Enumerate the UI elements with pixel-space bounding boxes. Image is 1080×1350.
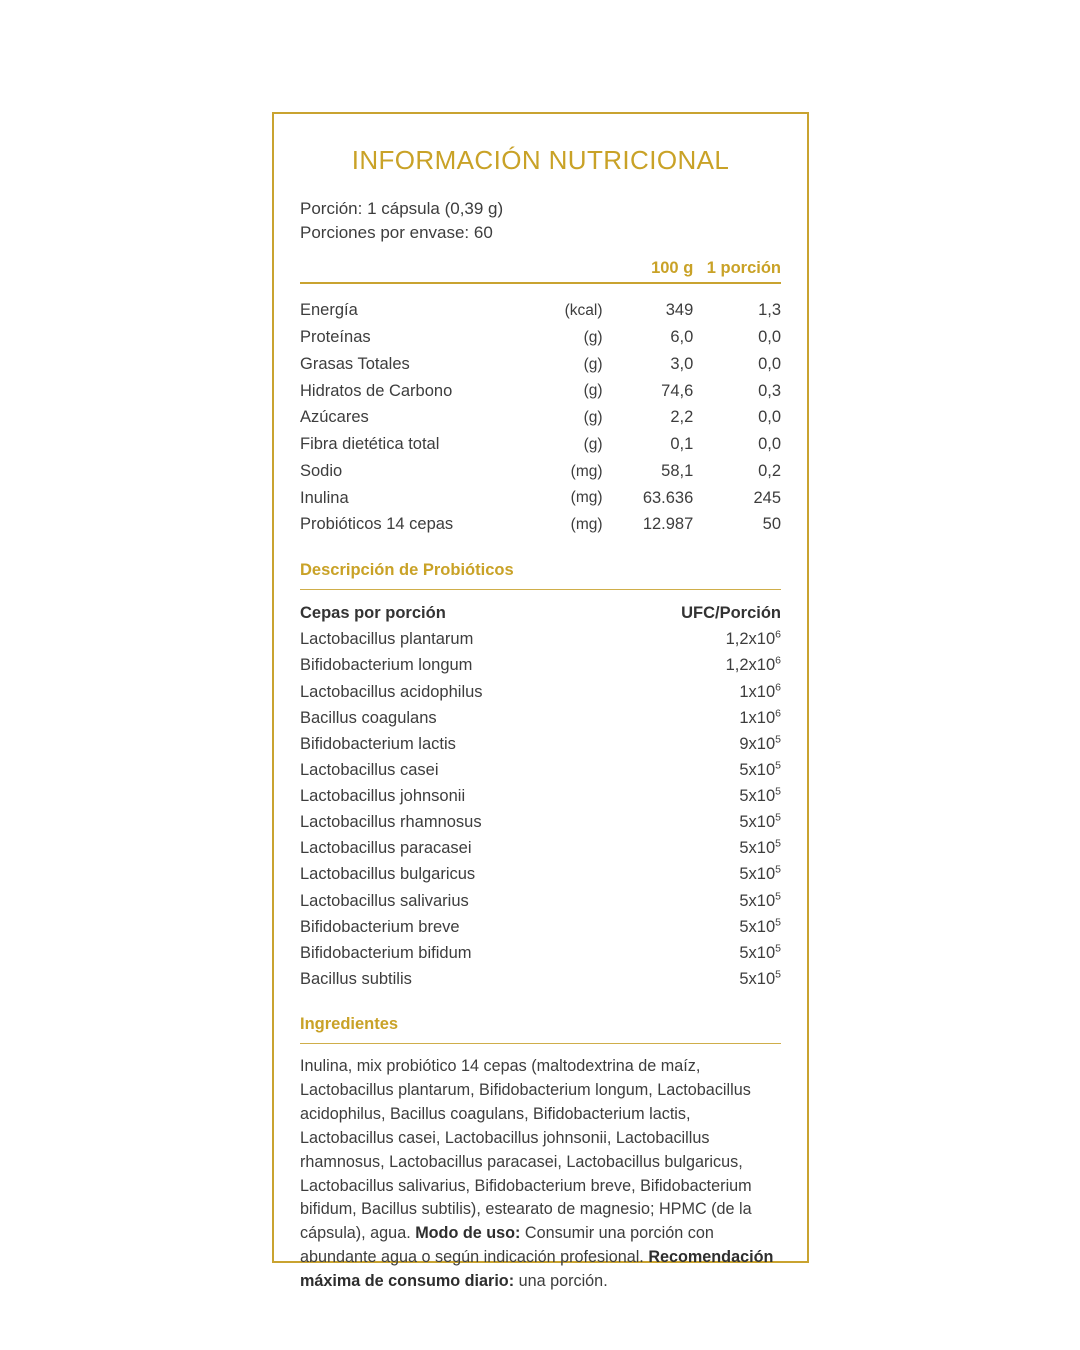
ingredients-section-divider [300, 1043, 781, 1045]
strain-ufc-exponent: 6 [775, 707, 781, 720]
table-row [300, 784, 781, 810]
nutrient-per-portion: 0,0 [758, 435, 781, 454]
strain-ufc-exponent: 5 [775, 759, 781, 772]
col-header-strain-name: Cepas por porción [300, 604, 446, 623]
strain-name: Bifidobacterium breve [300, 917, 460, 936]
nutrient-per-100g: 0,1 [670, 435, 694, 454]
strain-ufc-value [611, 915, 781, 941]
spacer-cell [300, 284, 781, 298]
ingredients-text-run: Inulina, mix probiótico 14 cepas (maltodextrina de maíz, Lactobacillus plantarum, Bifidobacterium longum, Lactobacillus acidophilus, Bacillus coagulans, Bifidobacterium lactis, Lactobacillus casei, Lactobacillus johnsonii, Lactobacillus rhamnosus, Lactobacillus paracasei, Lactobacillus bulgaricus, Lactobacillus salivarius, Bifidobacterium breve, Bifidobacterium bifidum, Bacillus subtilis), estearato de magnesio; HPMC (de la cápsula), agua. [300, 1057, 752, 1243]
strain-ufc-mantissa: 5x10 [739, 813, 776, 832]
strain-ufc-value [611, 967, 781, 993]
nutrient-per-portion: 0,0 [758, 354, 781, 373]
nutrient-per-100g: 2,2 [670, 408, 694, 427]
nutrient-per-100g: 6,0 [670, 328, 694, 347]
table-row [300, 967, 781, 993]
nutrient-per-portion: 0,0 [758, 328, 781, 347]
table-row [300, 653, 781, 679]
strain-name: Lactobacillus rhamnosus [300, 813, 482, 832]
strain-ufc-value [611, 888, 781, 914]
strain-ufc-mantissa: 5x10 [739, 891, 776, 910]
strain-ufc-exponent: 5 [775, 890, 781, 903]
strain-ufc-mantissa: 5x10 [739, 865, 776, 884]
nutrient-per-100g: 63.636 [642, 488, 694, 507]
probiotic-strains-table [300, 601, 781, 993]
strain-name: Bacillus coagulans [300, 708, 437, 727]
strains-header-row [300, 601, 781, 627]
strain-ufc-mantissa: 1x10 [739, 682, 776, 701]
strain-name: Bifidobacterium bifidum [300, 943, 472, 962]
strain-ufc-mantissa: 1x10 [739, 708, 776, 727]
strain-ufc-value [611, 941, 781, 967]
nutrient-per-portion: 0,2 [758, 461, 781, 480]
nutrition-facts-table [300, 259, 781, 539]
serving-per-package-text: Porciones por envase: 60 [300, 222, 493, 242]
table-row [300, 458, 781, 485]
page-title: INFORMACIÓN NUTRICIONAL [351, 145, 730, 175]
table-row [300, 888, 781, 914]
strain-name: Bacillus subtilis [300, 969, 412, 988]
strain-ufc-exponent: 5 [775, 811, 781, 824]
nutrient-name: Azúcares [300, 408, 369, 427]
table-row [300, 679, 781, 705]
table-row [300, 351, 781, 378]
nutrient-per-portion: 1,3 [758, 301, 781, 320]
nutrient-per-portion: 245 [753, 488, 781, 507]
table-row [300, 298, 781, 325]
serving-info-block [300, 197, 781, 245]
nutrient-per-100g: 58,1 [661, 461, 694, 480]
strain-ufc-exponent: 6 [775, 681, 781, 694]
col-header-per-100g: 100 g [651, 258, 694, 277]
nutrient-unit: (g) [583, 409, 603, 427]
ingredients-body-text [300, 1055, 781, 1311]
nutrient-per-portion: 0,0 [758, 408, 781, 427]
strains-table-body [300, 627, 781, 993]
nutrient-per-portion: 0,3 [758, 381, 781, 400]
table-row [300, 706, 781, 732]
strain-name: Lactobacillus plantarum [300, 630, 474, 649]
strain-ufc-exponent: 6 [775, 654, 781, 667]
col-header-ufc-portion: UFC/Porción [681, 604, 781, 623]
strain-ufc-mantissa: 9x10 [739, 734, 776, 753]
nutrition-table-spacer-row [300, 284, 781, 298]
strain-ufc-exponent: 5 [775, 916, 781, 929]
strain-name: Lactobacillus bulgaricus [300, 865, 476, 884]
nutrient-unit: (kcal) [564, 302, 603, 320]
strain-ufc-value [611, 784, 781, 810]
nutrient-unit: (g) [583, 382, 603, 400]
table-row [300, 378, 781, 405]
nutrient-per-portion: 50 [762, 515, 781, 534]
table-row [300, 405, 781, 432]
strain-ufc-value [611, 732, 781, 758]
col-header-nutrient [300, 259, 530, 282]
nutrition-table-header-row [300, 259, 781, 282]
nutrient-unit: (g) [583, 435, 603, 453]
nutrient-per-100g: 74,6 [661, 381, 694, 400]
nutrient-name: Inulina [300, 488, 349, 507]
nutrition-label-card [272, 112, 809, 1290]
nutrient-per-100g: 12.987 [642, 515, 694, 534]
table-row [300, 758, 781, 784]
nutrient-per-100g: 3,0 [670, 354, 694, 373]
strain-name: Bifidobacterium lactis [300, 734, 456, 753]
nutrient-name: Grasas Totales [300, 354, 410, 373]
strain-ufc-mantissa: 5x10 [739, 839, 776, 858]
strain-name: Lactobacillus acidophilus [300, 682, 483, 701]
table-row [300, 485, 781, 512]
strain-ufc-mantissa: 1,2x10 [725, 656, 776, 675]
ingredients-bold-label: Recomendación máxima de consumo diario: [300, 1247, 774, 1290]
table-row [300, 941, 781, 967]
col-header-per-portion: 1 porción [706, 258, 781, 277]
col-header-unit [530, 259, 603, 282]
nutrient-unit: (g) [583, 355, 603, 373]
nutrient-per-100g: 349 [665, 301, 694, 320]
ingredients-text-run: Consumir una porción con abundante agua o según indicación profesional. [300, 1224, 714, 1266]
table-row [300, 836, 781, 862]
strain-ufc-mantissa: 5x10 [739, 787, 776, 806]
strain-ufc-value [611, 653, 781, 679]
strain-ufc-exponent: 5 [775, 863, 781, 876]
strain-name: Lactobacillus salivarius [300, 891, 469, 910]
strain-ufc-mantissa: 5x10 [739, 917, 776, 936]
nutrient-name: Proteínas [300, 328, 371, 347]
probiotics-section-divider [300, 589, 781, 591]
ingredients-bold-label: Modo de uso: [415, 1224, 521, 1243]
strain-ufc-mantissa: 1,2x10 [725, 630, 776, 649]
table-row [300, 512, 781, 539]
ingredients-text-run: una porción. [514, 1271, 608, 1290]
strain-ufc-exponent: 5 [775, 733, 781, 746]
table-row [300, 732, 781, 758]
probiotics-section-heading: Descripción de Probióticos [300, 560, 514, 579]
table-row [300, 325, 781, 352]
strain-ufc-value [611, 810, 781, 836]
strain-ufc-mantissa: 5x10 [739, 760, 776, 779]
table-row [300, 432, 781, 459]
strain-ufc-exponent: 6 [775, 628, 781, 641]
strain-name: Lactobacillus paracasei [300, 839, 472, 858]
strain-ufc-exponent: 5 [775, 837, 781, 850]
nutrient-unit: (g) [583, 328, 603, 346]
strain-ufc-mantissa: 5x10 [739, 969, 776, 988]
strain-ufc-value [611, 706, 781, 732]
nutrient-name: Fibra dietética total [300, 435, 440, 454]
nutrient-unit: (mg) [570, 489, 603, 507]
probiotics-description-section [300, 561, 781, 993]
ingredients-section [300, 1015, 781, 1312]
strain-ufc-value [611, 836, 781, 862]
nutrient-name: Probióticos 14 cepas [300, 515, 454, 534]
strain-name: Bifidobacterium longum [300, 656, 473, 675]
strain-ufc-mantissa: 5x10 [739, 943, 776, 962]
strain-ufc-value [611, 862, 781, 888]
table-row [300, 915, 781, 941]
nutrient-unit: (mg) [570, 516, 603, 534]
strain-ufc-value [611, 627, 781, 653]
nutrient-name: Sodio [300, 461, 343, 480]
nutrient-unit: (mg) [570, 462, 603, 480]
strain-name: Lactobacillus casei [300, 760, 439, 779]
nutrient-name: Energía [300, 301, 358, 320]
nutrient-name: Hidratos de Carbono [300, 381, 453, 400]
strain-ufc-exponent: 5 [775, 968, 781, 981]
table-row [300, 862, 781, 888]
table-row [300, 810, 781, 836]
strain-ufc-value [611, 758, 781, 784]
strain-ufc-value [611, 679, 781, 705]
nutrition-table-body [300, 298, 781, 539]
strain-ufc-exponent: 5 [775, 785, 781, 798]
table-row [300, 627, 781, 653]
strain-name: Lactobacillus johnsonii [300, 787, 466, 806]
serving-portion-text: Porción: 1 cápsula (0,39 g) [300, 198, 504, 218]
ingredients-section-heading: Ingredientes [300, 1014, 399, 1033]
strain-ufc-exponent: 5 [775, 942, 781, 955]
